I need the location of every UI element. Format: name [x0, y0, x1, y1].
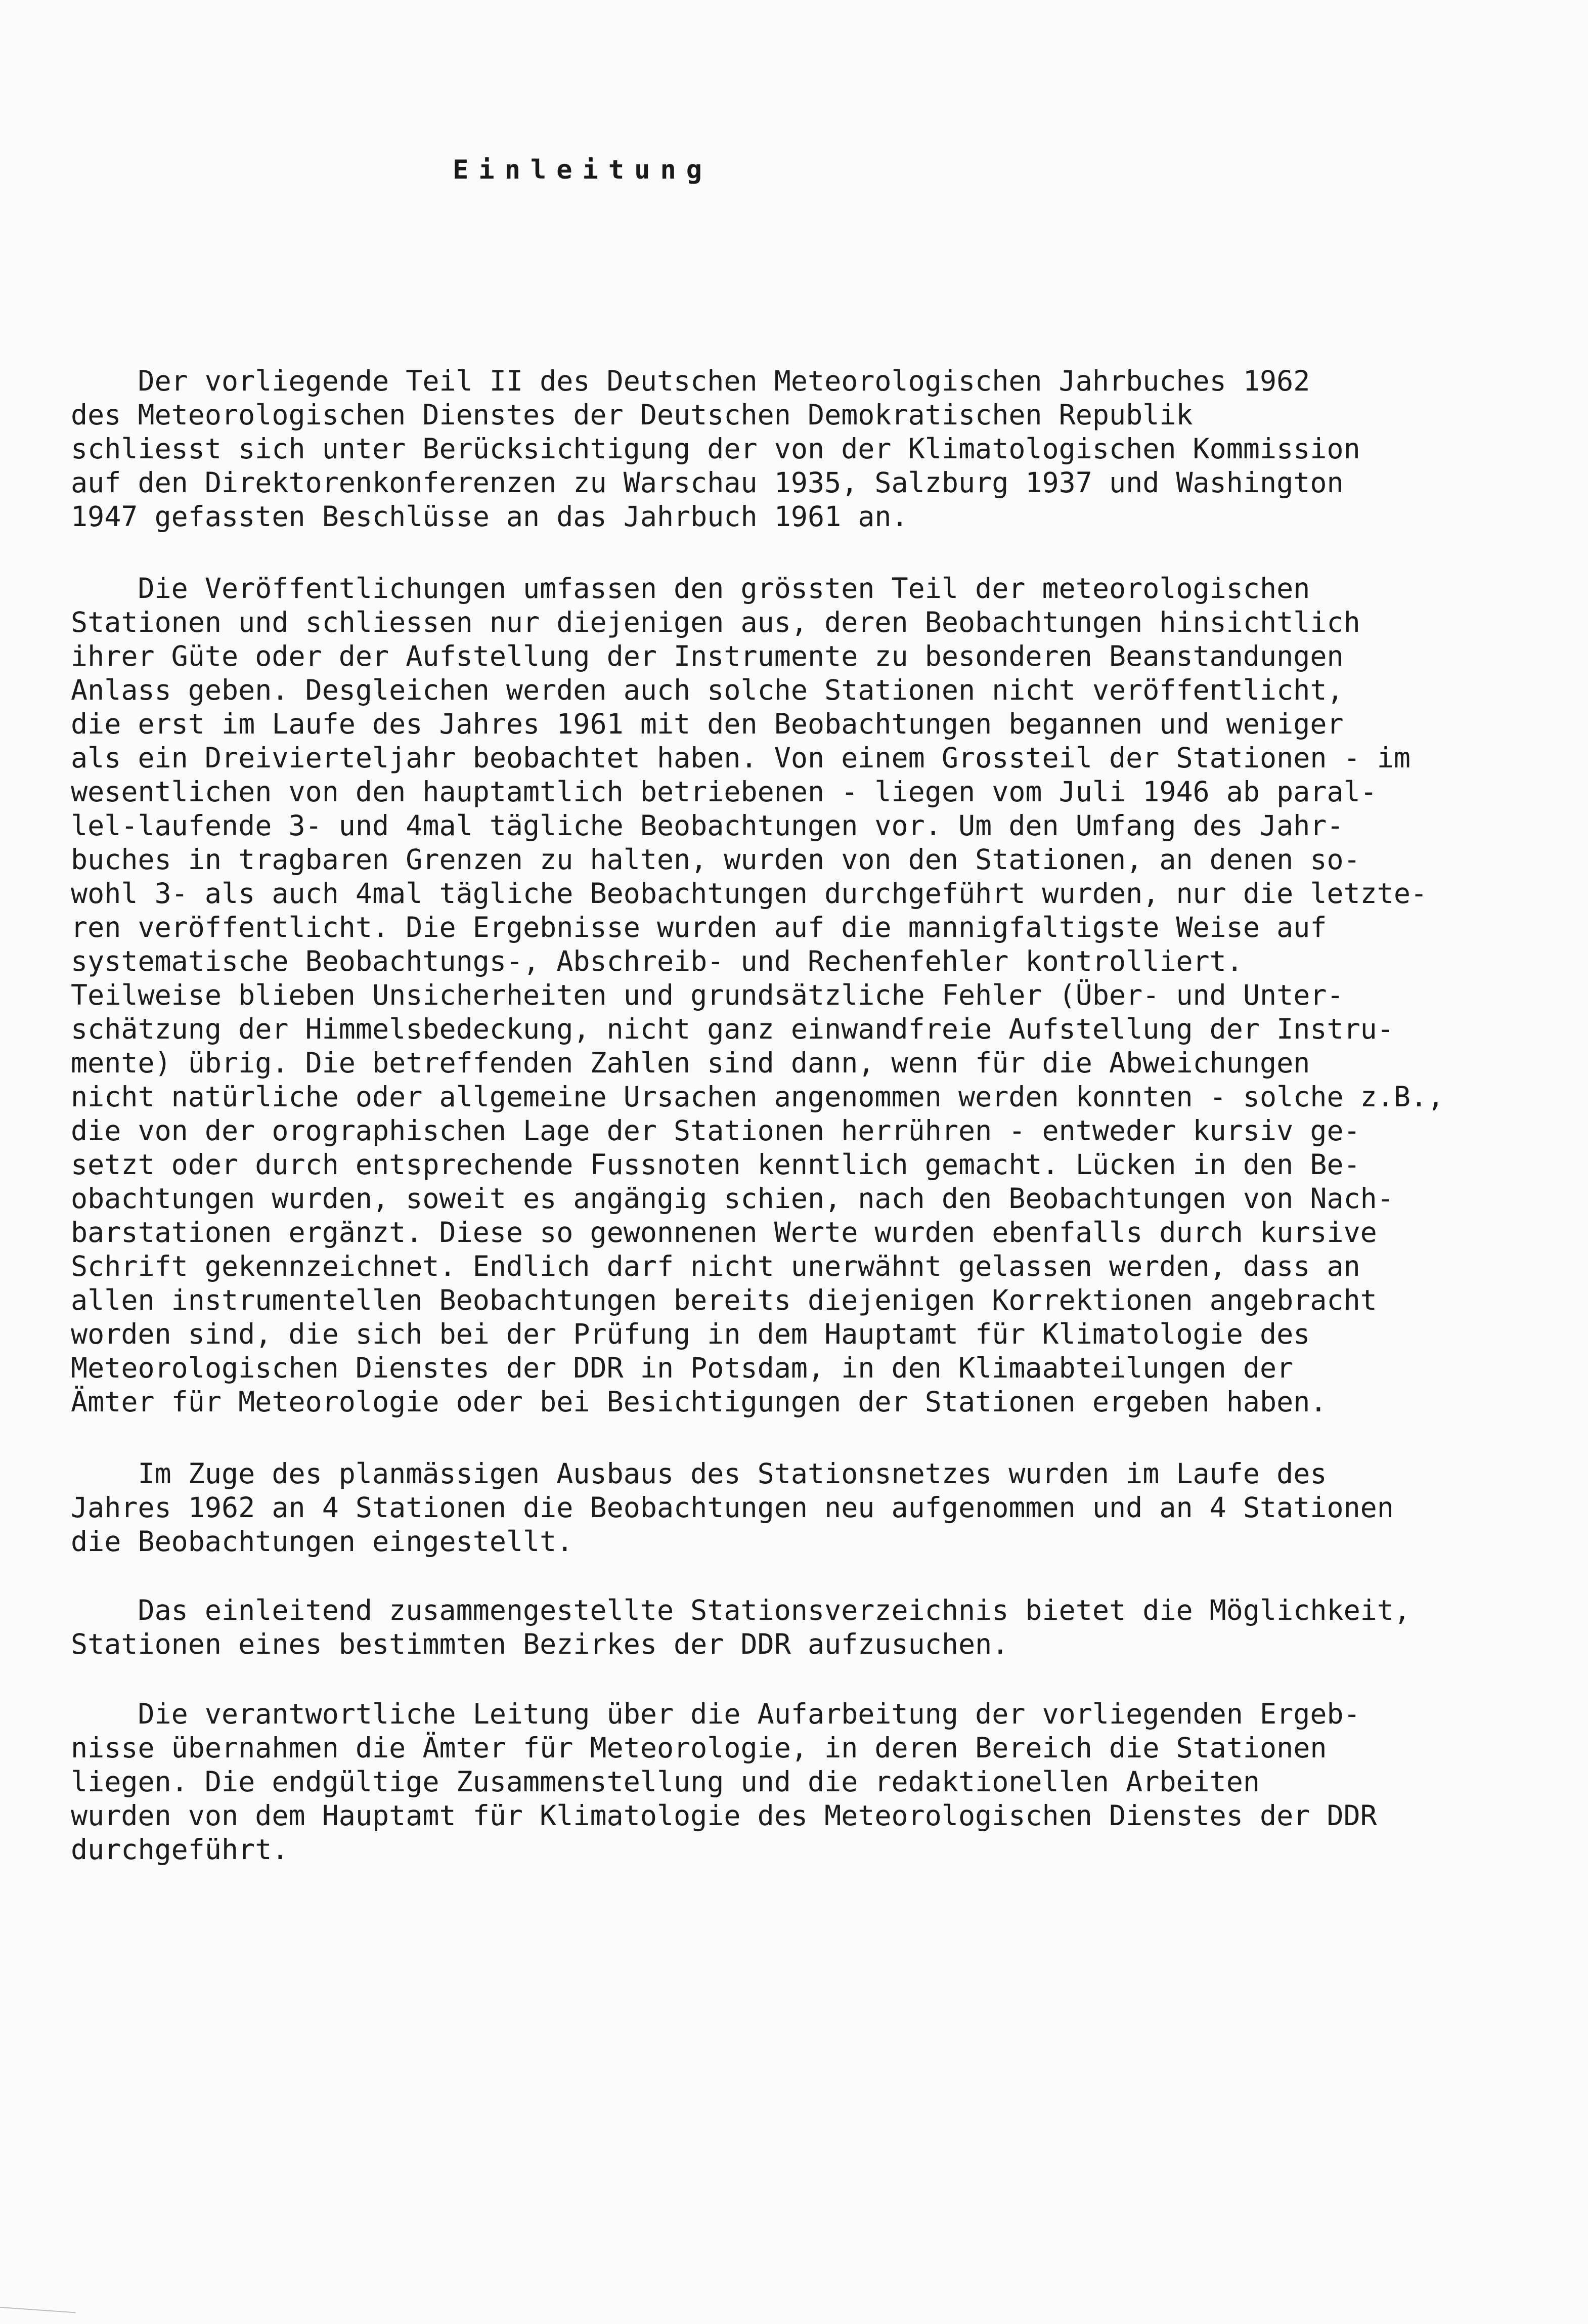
- paragraph-1: [71, 364, 1360, 534]
- text-line: Die verantwortliche Leitung über die Aufarbeitung der vorliegenden Ergeb-: [71, 1698, 1360, 1730]
- text-line: worden sind, die sich bei der Prüfung in dem Hauptamt für Klimatologie des: [71, 1318, 1310, 1350]
- text-line: setzt oder durch entsprechende Fussnoten kenntlich gemacht. Lücken in den Be-: [71, 1148, 1360, 1181]
- text-line: auf den Direktorenkonferenzen zu Warschau 1935, Salzburg 1937 und Washington: [71, 466, 1344, 499]
- text-line: Der vorliegende Teil II des Deutschen Meteorologischen Jahrbuches 1962: [71, 365, 1310, 397]
- page-title: Einleitung: [453, 155, 713, 185]
- paragraph-3: [71, 1457, 1394, 1559]
- text-line: allen instrumentellen Beobachtungen bereits diejenigen Korrektionen angebracht: [71, 1284, 1377, 1316]
- paragraph-2: [71, 572, 1444, 1419]
- text-line: Das einleitend zusammengestellte Stationsverzeichnis bietet die Möglichkeit,: [71, 1594, 1411, 1626]
- text-line: Teilweise blieben Unsicherheiten und grundsätzliche Fehler (Über- und Unter-: [71, 979, 1344, 1011]
- text-line: nisse übernahmen die Ämter für Meteorologie, in deren Bereich die Stationen: [71, 1732, 1327, 1764]
- text-line: Meteorologischen Dienstes der DDR in Potsdam, in den Klimaabteilungen der: [71, 1352, 1294, 1384]
- text-line: wohl 3- als auch 4mal tägliche Beobachtungen durchgeführt wurden, nur die letzte-: [71, 877, 1428, 910]
- text-line: Schrift gekennzeichnet. Endlich darf nicht unerwähnt gelassen werden, dass an: [71, 1250, 1360, 1282]
- text-line: die Beobachtungen eingestellt.: [71, 1525, 574, 1558]
- text-line: ren veröffentlicht. Die Ergebnisse wurden auf die mannigfaltigste Weise auf: [71, 911, 1327, 943]
- text-line: Anlass geben. Desgleichen werden auch solche Stationen nicht veröffentlicht,: [71, 674, 1344, 706]
- text-line: lel-laufende 3- und 4mal tägliche Beobachtungen vor. Um den Umfang des Jahr-: [71, 809, 1344, 842]
- text-line: 1947 gefassten Beschlüsse an das Jahrbuch 1961 an.: [71, 500, 908, 533]
- text-line: buches in tragbaren Grenzen zu halten, wurden von den Stationen, an denen so-: [71, 843, 1360, 876]
- text-line: als ein Dreivierteljahr beobachtet haben. Von einem Grossteil der Stationen - im: [71, 742, 1411, 774]
- text-line: Ämter für Meteorologie oder bei Besichtigungen der Stationen ergeben haben.: [71, 1386, 1327, 1418]
- text-line: durchgeführt.: [71, 1833, 289, 1866]
- text-line: die von der orographischen Lage der Stationen herrühren - entweder kursiv ge-: [71, 1114, 1360, 1147]
- text-line: wurden von dem Hauptamt für Klimatologie des Meteorologischen Dienstes der DDR: [71, 1799, 1377, 1832]
- paragraph-4: [71, 1594, 1410, 1661]
- text-line: barstationen ergänzt. Diese so gewonnenen Werte wurden ebenfalls durch kursive: [71, 1216, 1377, 1249]
- text-line: ihrer Güte oder der Aufstellung der Instrumente zu besonderen Beanstandungen: [71, 640, 1344, 672]
- text-line: Jahres 1962 an 4 Stationen die Beobachtungen neu aufgenommen und an 4 Stationen: [71, 1491, 1394, 1524]
- paragraph-5: [71, 1697, 1377, 1867]
- text-line: schätzung der Himmelsbedeckung, nicht ganz einwandfreie Aufstellung der Instru-: [71, 1013, 1394, 1045]
- text-line: Die Veröffentlichungen umfassen den grössten Teil der meteorologischen: [71, 572, 1310, 605]
- text-line: nicht natürliche oder allgemeine Ursachen angenommen werden konnten - solche z.B.,: [71, 1081, 1444, 1113]
- text-line: Stationen eines bestimmten Bezirkes der DDR aufzusuchen.: [71, 1628, 1009, 1660]
- text-line: wesentlichen von den hauptamtlich betriebenen - liegen vom Juli 1946 ab paral-: [71, 776, 1377, 808]
- text-line: mente) übrig. Die betreffenden Zahlen sind dann, wenn für die Abweichungen: [71, 1047, 1310, 1079]
- text-line: Im Zuge des planmässigen Ausbaus des Stationsnetzes wurden im Laufe des: [71, 1457, 1327, 1490]
- text-line: systematische Beobachtungs-, Abschreib- und Rechenfehler kontrolliert.: [71, 945, 1243, 977]
- scan-edge-mark: [0, 2307, 76, 2313]
- text-line: schliesst sich unter Berücksichtigung der von der Klimatologischen Kommission: [71, 433, 1360, 465]
- text-line: des Meteorologischen Dienstes der Deutschen Demokratischen Republik: [71, 399, 1193, 431]
- text-line: die erst im Laufe des Jahres 1961 mit den Beobachtungen begannen und weniger: [71, 708, 1344, 740]
- text-line: Stationen und schliessen nur diejenigen aus, deren Beobachtungen hinsichtlich: [71, 606, 1360, 638]
- text-line: liegen. Die endgültige Zusammenstellung und die redaktionellen Arbeiten: [71, 1766, 1260, 1798]
- text-line: obachtungen wurden, soweit es angängig schien, nach den Beobachtungen von Nach-: [71, 1182, 1394, 1215]
